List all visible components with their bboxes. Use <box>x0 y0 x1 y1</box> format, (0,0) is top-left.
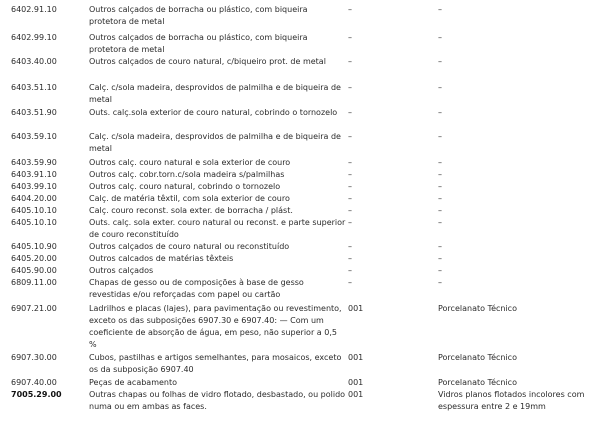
ncm-code: 6402.91.10 <box>11 5 57 14</box>
ncm-code: 6907.30.00 <box>11 353 57 362</box>
note: – <box>438 158 442 167</box>
description: Outros calç. cobr.torn.c/sola madeira s/palmilhas <box>89 170 285 179</box>
ex-number: – <box>348 266 352 275</box>
description: Outros calçados de borracha ou plástico, com biqueira protetora de metal <box>89 5 308 26</box>
ex-number: – <box>348 132 352 141</box>
description: Outs. calç.sola exterior de couro natural, cobrindo o tornozelo <box>89 108 338 117</box>
ex-number: – <box>348 83 352 92</box>
ex-number: 001 <box>348 304 364 313</box>
ex-number: – <box>348 170 352 179</box>
note: Porcelanato Técnico <box>438 353 517 362</box>
ex-number: 001 <box>348 353 364 362</box>
note: Vidros planos flotados incolores com espessura entre 2 e 19mm <box>438 390 585 411</box>
ex-number: – <box>348 218 352 227</box>
ex-number: – <box>348 182 352 191</box>
description: Outros calcados de matérias têxteis <box>89 254 234 263</box>
ncm-code: 6403.40.00 <box>11 57 57 66</box>
ncm-code: 6403.99.10 <box>11 182 57 191</box>
ncm-code: 6809.11.00 <box>11 278 57 287</box>
ex-number: – <box>348 33 352 42</box>
ncm-code: 6403.91.10 <box>11 170 57 179</box>
note: – <box>438 33 442 42</box>
note: Porcelanato Técnico <box>438 304 517 313</box>
description: Calç. couro reconst. sola exter. de borracha / plást. <box>89 206 293 215</box>
ncm-code: 7005.29.00 <box>11 390 62 399</box>
note: Porcelanato Técnico <box>438 378 517 387</box>
note: – <box>438 5 442 14</box>
description: Calç. c/sola madeira, desprovidos de palmilha e de biqueira de metal <box>89 83 341 104</box>
ex-number: 001 <box>348 390 364 399</box>
note: – <box>438 132 442 141</box>
ex-number: – <box>348 254 352 263</box>
description: Ladrilhos e placas (lajes), para pavimentação ou revestimento, exceto os das subposições 6907.30 e 6907.40: — Com um coeficiente de absorção de água, em peso, não superior a 0,5 % <box>89 304 342 349</box>
ncm-code: 6402.99.10 <box>11 33 57 42</box>
note: – <box>438 218 442 227</box>
description: Calç. c/sola madeira, desprovidos de palmilha e de biqueira de metal <box>89 132 341 153</box>
ncm-code: 6907.21.00 <box>11 304 57 313</box>
ex-number: – <box>348 108 352 117</box>
note: – <box>438 254 442 263</box>
note: – <box>438 108 442 117</box>
description: Chapas de gesso ou de composições à base de gesso revestidas e/ou reforçadas com papel ou cartão <box>89 278 304 299</box>
description: Outros calçados <box>89 266 154 275</box>
note: – <box>438 182 442 191</box>
ex-number: – <box>348 206 352 215</box>
ex-number: – <box>348 278 352 287</box>
ex-number: – <box>348 5 352 14</box>
ncm-code: 6405.10.10 <box>11 206 57 215</box>
note: – <box>438 206 442 215</box>
ncm-code: 6403.59.90 <box>11 158 57 167</box>
description: Outros calçados de borracha ou plástico, com biqueira protetora de metal <box>89 33 308 54</box>
ncm-code: 6403.59.10 <box>11 132 57 141</box>
description: Outros calç. couro natural, cobrindo o tornozelo <box>89 182 281 191</box>
ncm-code: 6405.90.00 <box>11 266 57 275</box>
description: Outros calçados de couro natural ou reconstituído <box>89 242 290 251</box>
description: Peças de acabamento <box>89 378 178 387</box>
ex-number: – <box>348 158 352 167</box>
ncm-code: 6403.51.90 <box>11 108 57 117</box>
description: Outs. calç. sola exter. couro natural ou reconst. e parte superior de couro reconstituído <box>89 218 346 239</box>
ncm-code: 6405.20.00 <box>11 254 57 263</box>
ncm-code: 6403.51.10 <box>11 83 57 92</box>
ncm-code: 6405.10.10 <box>11 218 57 227</box>
description: Outros calçados de couro natural, c/biqueiro prot. de metal <box>89 57 326 66</box>
note: – <box>438 278 442 287</box>
ncm-code: 6404.20.00 <box>11 194 57 203</box>
note: – <box>438 170 442 179</box>
ncm-code: 6405.10.90 <box>11 242 57 251</box>
description: Outros calç. couro natural e sola exterior de couro <box>89 158 291 167</box>
description: Calç. de matéria têxtil, com sola exterior de couro <box>89 194 290 203</box>
note: – <box>438 242 442 251</box>
note: – <box>438 57 442 66</box>
note: – <box>438 194 442 203</box>
description: Cubos, pastilhas e artigos semelhantes, para mosaicos, exceto os da subposição 6907.40 <box>89 353 342 374</box>
ncm-code: 6907.40.00 <box>11 378 57 387</box>
note: – <box>438 266 442 275</box>
note: – <box>438 83 442 92</box>
ex-number: – <box>348 57 352 66</box>
ex-number: 001 <box>348 378 364 387</box>
description: Outras chapas ou folhas de vidro flotado, desbastado, ou polido numa ou em ambas as faces. <box>89 390 346 411</box>
ex-number: – <box>348 194 352 203</box>
ex-number: – <box>348 242 352 251</box>
